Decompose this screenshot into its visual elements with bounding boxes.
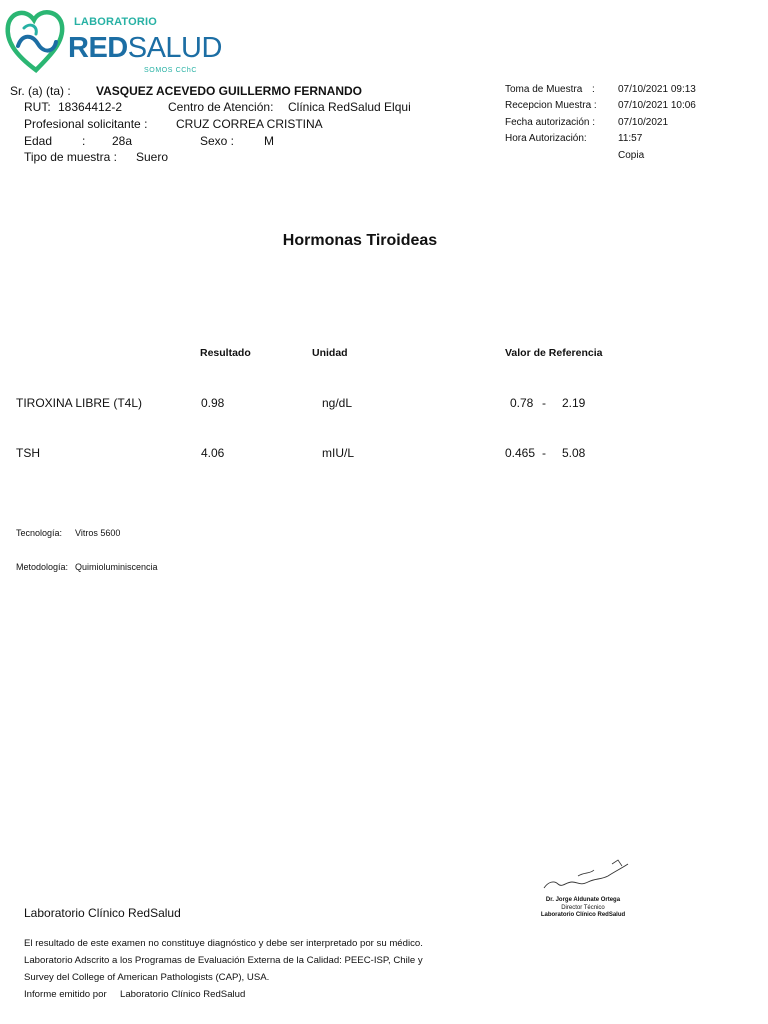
disclaimer-line-2: Laboratorio Adscrito a los Programas de Evaluación Externa de la Calidad: PEEC-ISP, Chile y [24,955,423,966]
signature-name: Dr. Jorge Aldunate Ortega [545,897,621,903]
autorizacion-label: Fecha autorización : [505,117,596,128]
hora-label: Hora Autorización: [505,133,587,144]
rut-label: RUT: [24,100,51,114]
result-tsh: 4.06 [201,446,225,460]
logo-main-rest: SALUD [127,32,222,64]
ref-high-t4l: 2.19 [562,396,586,410]
rut-value: 18364412-2 [58,100,123,114]
copia-label: Copia [618,150,645,161]
toma-separator: : [592,84,595,95]
header-unidad: Unidad [312,347,348,359]
logo-sub-text: SOMOS CChC [144,67,198,74]
tecnologia-value: Vitros 5600 [75,528,121,538]
ref-sep-tsh: - [542,446,546,460]
test-name-t4l: TIROXINA LIBRE (T4L) [16,396,143,410]
test-name-tsh: TSH [16,446,40,460]
signature-lab: Laboratorio Clínico RedSalud [540,912,626,918]
disclaimer-line-1: El resultado de este examen no constituye diagnóstico y debe ser interpretado por su médico. [24,938,423,949]
age-label: Edad [24,134,53,148]
result-t4l: 0.98 [201,396,225,410]
sex-value: M [264,134,274,148]
issued-by-label: Informe emitido por [24,989,107,1000]
recepcion-value: 07/10/2021 10:06 [618,100,696,111]
center-value: Clínica RedSalud Elqui [288,100,411,114]
ref-sep-t4l: - [542,396,546,410]
report-title: Hormonas Tiroideas [282,232,438,249]
center-label: Centro de Atención: [168,100,274,114]
disclaimer-line-3: Survey del College of American Pathologists (CAP), USA. [24,972,270,983]
recepcion-label: Recepcion Muestra : [505,100,597,111]
patient-name-label: Sr. (a) (ta) : [10,84,71,98]
sample-label: Tipo de muestra : [24,150,117,164]
toma-label: Toma de Muestra [505,84,583,95]
professional-value: CRUZ CORREA CRISTINA [176,117,323,131]
ref-high-tsh: 5.08 [562,446,586,460]
autorizacion-value: 07/10/2021 [618,117,669,128]
redsalud-logo [4,4,224,78]
logo-main-bold: RED [68,32,128,64]
heart-logo-icon [4,4,68,78]
hora-value: 11:57 [618,133,643,144]
sample-value: Suero [136,150,169,164]
ref-low-tsh: 0.465 [505,446,536,460]
metodologia-value: Quimioluminiscencia [75,562,158,572]
header-referencia: Valor de Referencia [505,347,603,359]
header-resultado: Resultado [200,347,251,359]
professional-label: Profesional solicitante : [24,117,148,131]
age-value: 28a [112,134,133,148]
unit-tsh: mIU/L [322,446,355,460]
footer-lab-name: Laboratorio Clínico RedSalud [24,906,181,920]
logo-main-text [68,32,222,65]
tecnologia-label: Tecnología: [16,528,63,538]
patient-name: VASQUEZ ACEVEDO GUILLERMO FERNANDO [96,84,363,98]
issued-by-value: Laboratorio Clínico RedSalud [120,989,246,1000]
logo-top-text: LABORATORIO [74,16,158,28]
toma-value: 07/10/2021 09:13 [618,84,696,95]
age-separator: : [82,134,86,148]
signature-scribble-icon [518,852,648,900]
sex-label: Sexo : [200,134,235,148]
unit-t4l: ng/dL [322,396,353,410]
metodologia-label: Metodología: [16,562,69,572]
ref-low-t4l: 0.78 [510,396,534,410]
signature-role: Director Técnico [561,905,605,911]
